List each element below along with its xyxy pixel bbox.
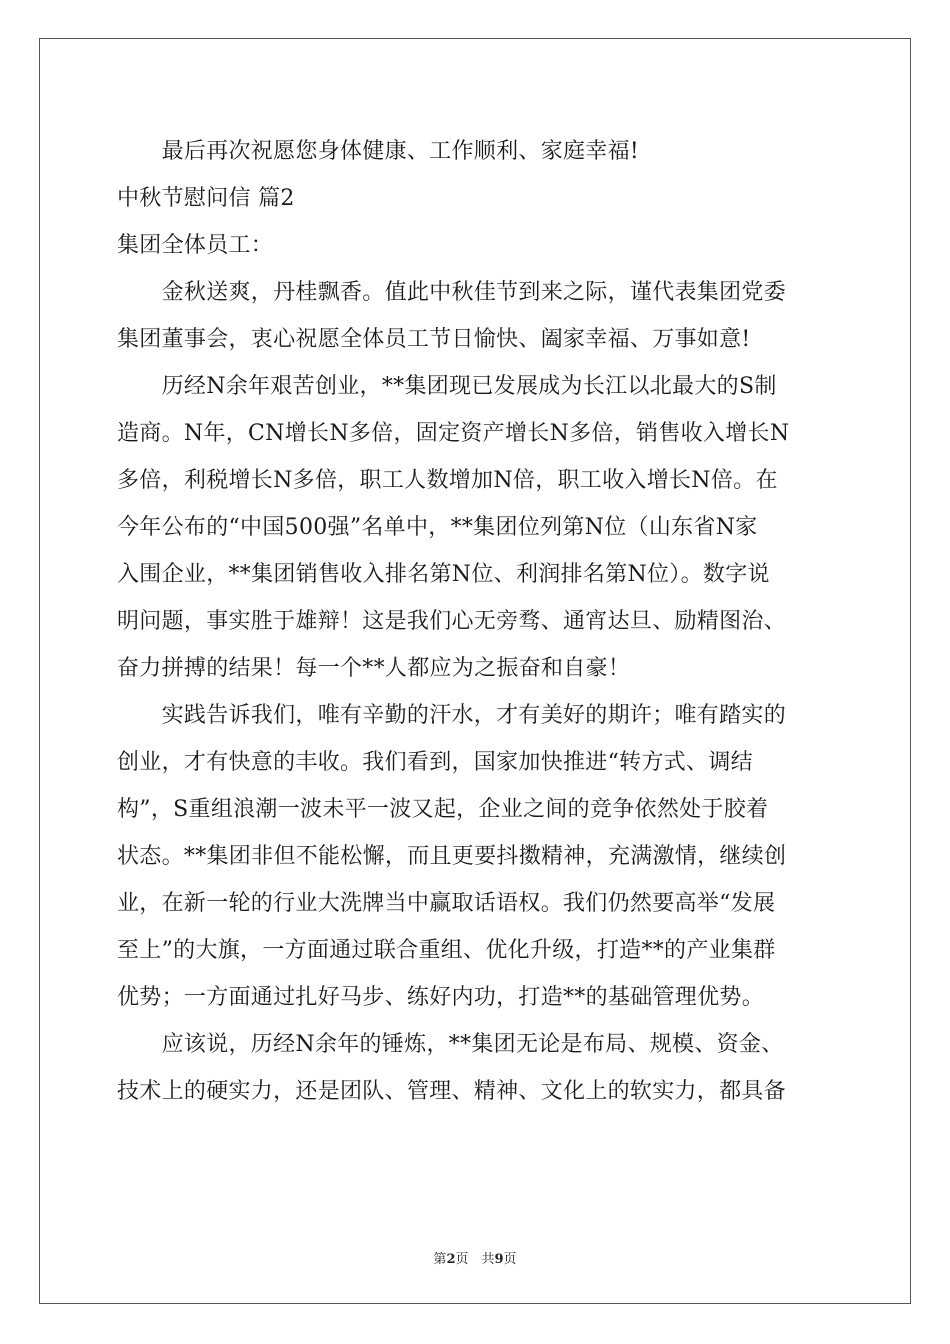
text-line: 优势；一方面通过扎好马步、练好内功，打造**的基础管理优势。 [117,985,765,1010]
text-line: 实践告诉我们，唯有辛勤的汗水，才有美好的期许；唯有踏实的 [117,703,787,728]
text-line: 至上”的大旗，一方面通过联合重组、优化升级，打造**的产业集群 [117,938,776,963]
text-line: 技术上的硬实力，还是团队、管理、精神、文化上的软实力，都具备 [117,1079,787,1104]
footer-prefix: 第 [433,1252,447,1267]
text-line: 金秋送爽，丹桂飘香。值此中秋佳节到来之际，谨代表集团党委 [117,280,787,305]
text-line: 状态。**集团非但不能松懈，而且更要抖擞精神，充满激情，继续创 [117,844,787,869]
text-line: 创业，才有快意的丰收。我们看到，国家加快推进“转方式、调结 [117,750,753,775]
footer-suffix: 页 [503,1252,517,1267]
text-line: 业，在新一轮的行业大洗牌当中赢取话语权。我们仍然要高举“发展 [117,891,776,916]
text-line: 明问题，事实胜于雄辩！这是我们心无旁骛、通宵达旦、励精图治、 [117,609,787,634]
salutation: 集团全体员工： [117,233,274,258]
text-line: 今年公布的“中国500强”名单中，**集团位列第N位（山东省N家 [117,515,758,540]
text-line: 造商。N年，CN增长N多倍，固定资产增长N多倍，销售收入增长N [117,421,790,446]
footer-mid: 页 共 [455,1252,495,1267]
text-line: 集团董事会，衷心祝愿全体员工节日愉快、阖家幸福、万事如意! [117,327,751,352]
text-line: 多倍，利税增长N多倍，职工人数增加N倍，职工收入增长N倍。在 [117,468,778,493]
text-line: 入围企业，**集团销售收入排名第N位、利润排名第N位）。数字说 [117,562,770,587]
current-page-number: 2 [446,1252,456,1267]
text-line: 最后再次祝愿您身体健康、工作顺利、家庭幸福! [117,139,640,164]
total-page-number: 9 [494,1252,504,1267]
section-heading: 中秋节慰问信 篇2 [117,186,295,211]
page-footer [0,1248,950,1267]
document-body [117,128,837,1115]
text-line: 应该说，历经N余年的锤炼，**集团无论是布局、规模、资金、 [117,1032,784,1057]
text-line: 构”，S重组浪潮一波未平一波又起，企业之间的竞争依然处于胶着 [117,797,769,822]
text-line: 历经N余年艰苦创业，**集团现已发展成为长江以北最大的S制 [117,374,777,399]
text-line: 奋力拼搏的结果！每一个**人都应为之振奋和自豪！ [117,656,631,681]
